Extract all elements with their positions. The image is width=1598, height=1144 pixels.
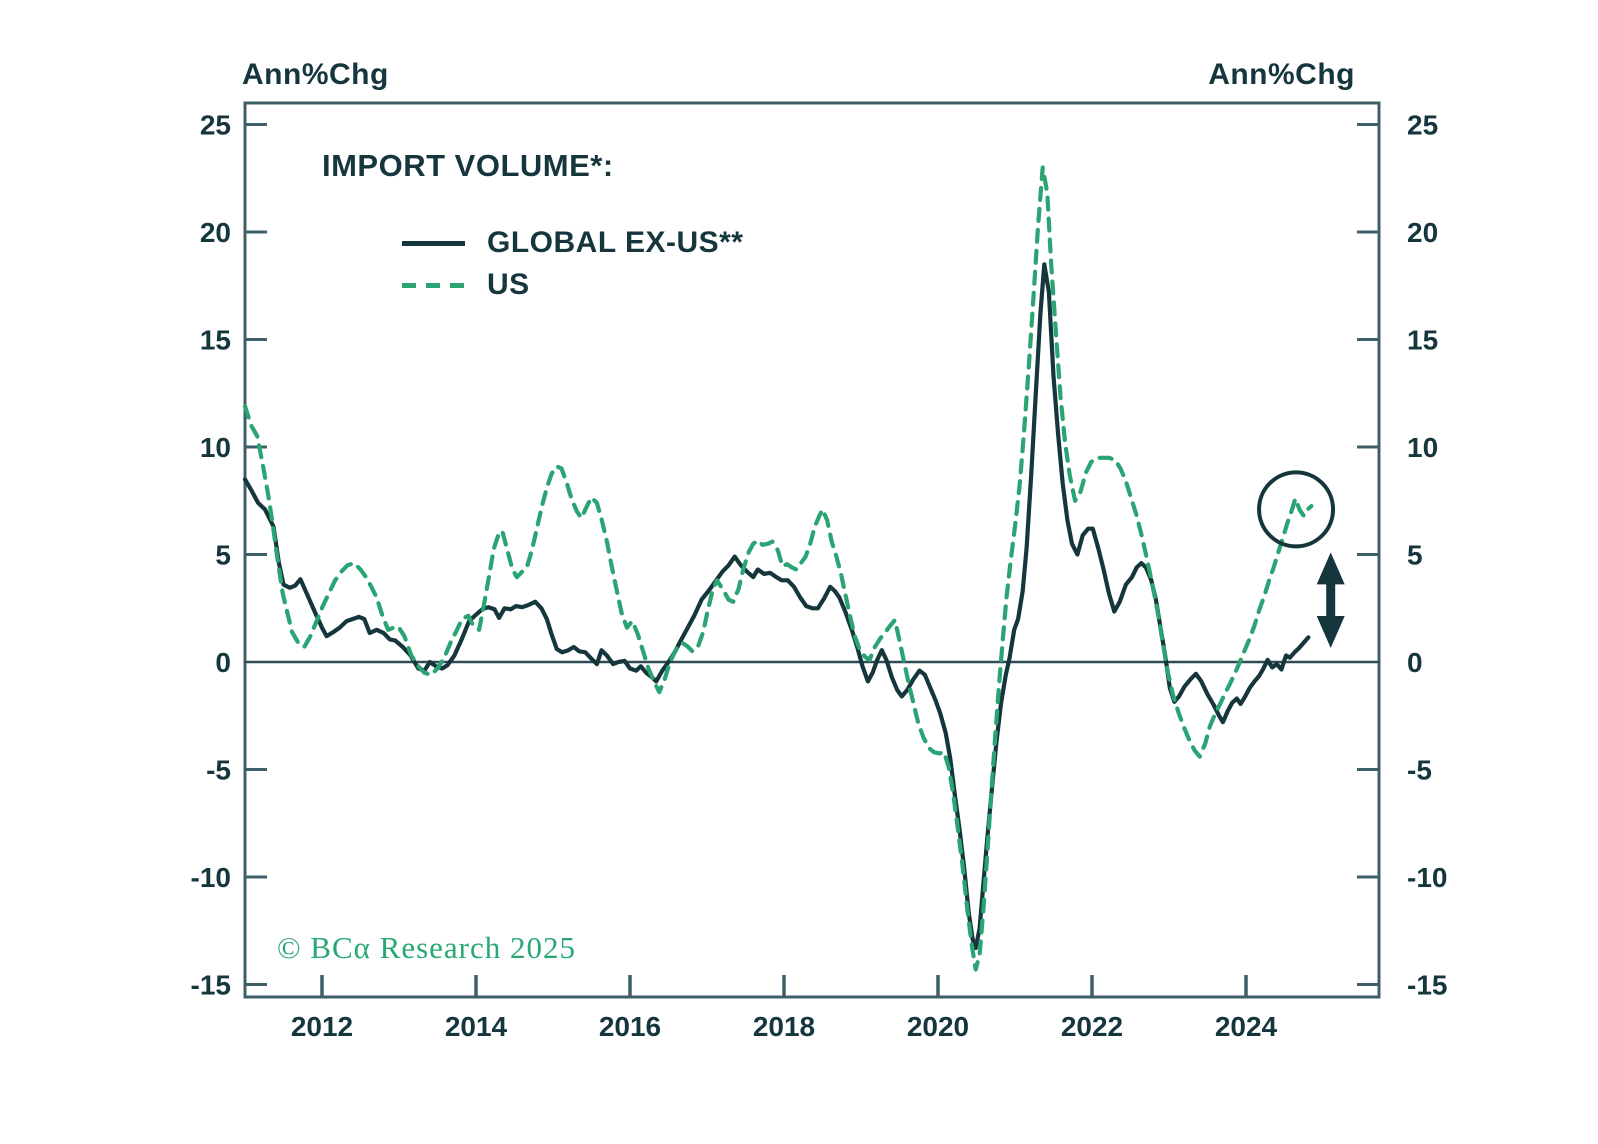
right-y-tick-label: -5 (1407, 754, 1432, 786)
left-y-tick-label: 5 (215, 539, 231, 571)
right-y-tick-label: -10 (1407, 862, 1448, 894)
left-axis-unit-label: Ann%Chg (242, 58, 389, 91)
x-tick-label: 2016 (598, 1011, 662, 1042)
left-y-tick-label: 20 (199, 217, 231, 249)
x-tick-label: 2014 (444, 1011, 508, 1042)
chart-legend (322, 148, 744, 301)
dashed-line-swatch-icon (402, 283, 465, 288)
legend-item-us (402, 268, 530, 302)
left-y-tick-label: 15 (199, 324, 231, 356)
solid-line-swatch-icon (402, 241, 465, 246)
right-y-tick-label: 25 (1407, 109, 1439, 141)
left-y-tick-label: -5 (206, 754, 231, 786)
right-axis-unit-label: Ann%Chg (1208, 58, 1355, 91)
left-y-tick-label: 25 (199, 109, 231, 141)
x-tick-label: 2022 (1060, 1011, 1124, 1042)
copyright-notice: © BCα Research 2025 (277, 930, 576, 965)
series-global-ex-us (245, 264, 1308, 948)
highlight-circle-annotation (1259, 472, 1333, 546)
chart-title: IMPORT VOLUME*: (322, 148, 614, 183)
right-y-tick-label: 15 (1407, 324, 1439, 356)
left-y-tick-label: -15 (190, 969, 231, 1001)
right-y-tick-label: -15 (1407, 969, 1448, 1001)
left-y-tick-label: -10 (190, 862, 231, 894)
right-y-tick-label: 10 (1407, 432, 1439, 464)
right-y-tick-label: 5 (1407, 539, 1423, 571)
left-y-tick-label: 10 (199, 432, 231, 464)
right-y-tick-label: 0 (1407, 647, 1423, 679)
x-tick-label: 2012 (290, 1011, 354, 1042)
x-tick-label: 2020 (906, 1011, 970, 1042)
double-arrow-annotation (1317, 552, 1345, 648)
legend-label-us: US (487, 268, 530, 301)
x-tick-label: 2018 (752, 1011, 816, 1042)
legend-label-global-ex-us: GLOBAL EX-US** (487, 226, 744, 259)
legend-item-global-ex-us (402, 226, 743, 260)
left-y-tick-label: 0 (215, 647, 231, 679)
x-tick-label: 2024 (1214, 1011, 1278, 1042)
right-y-tick-label: 20 (1407, 217, 1439, 249)
